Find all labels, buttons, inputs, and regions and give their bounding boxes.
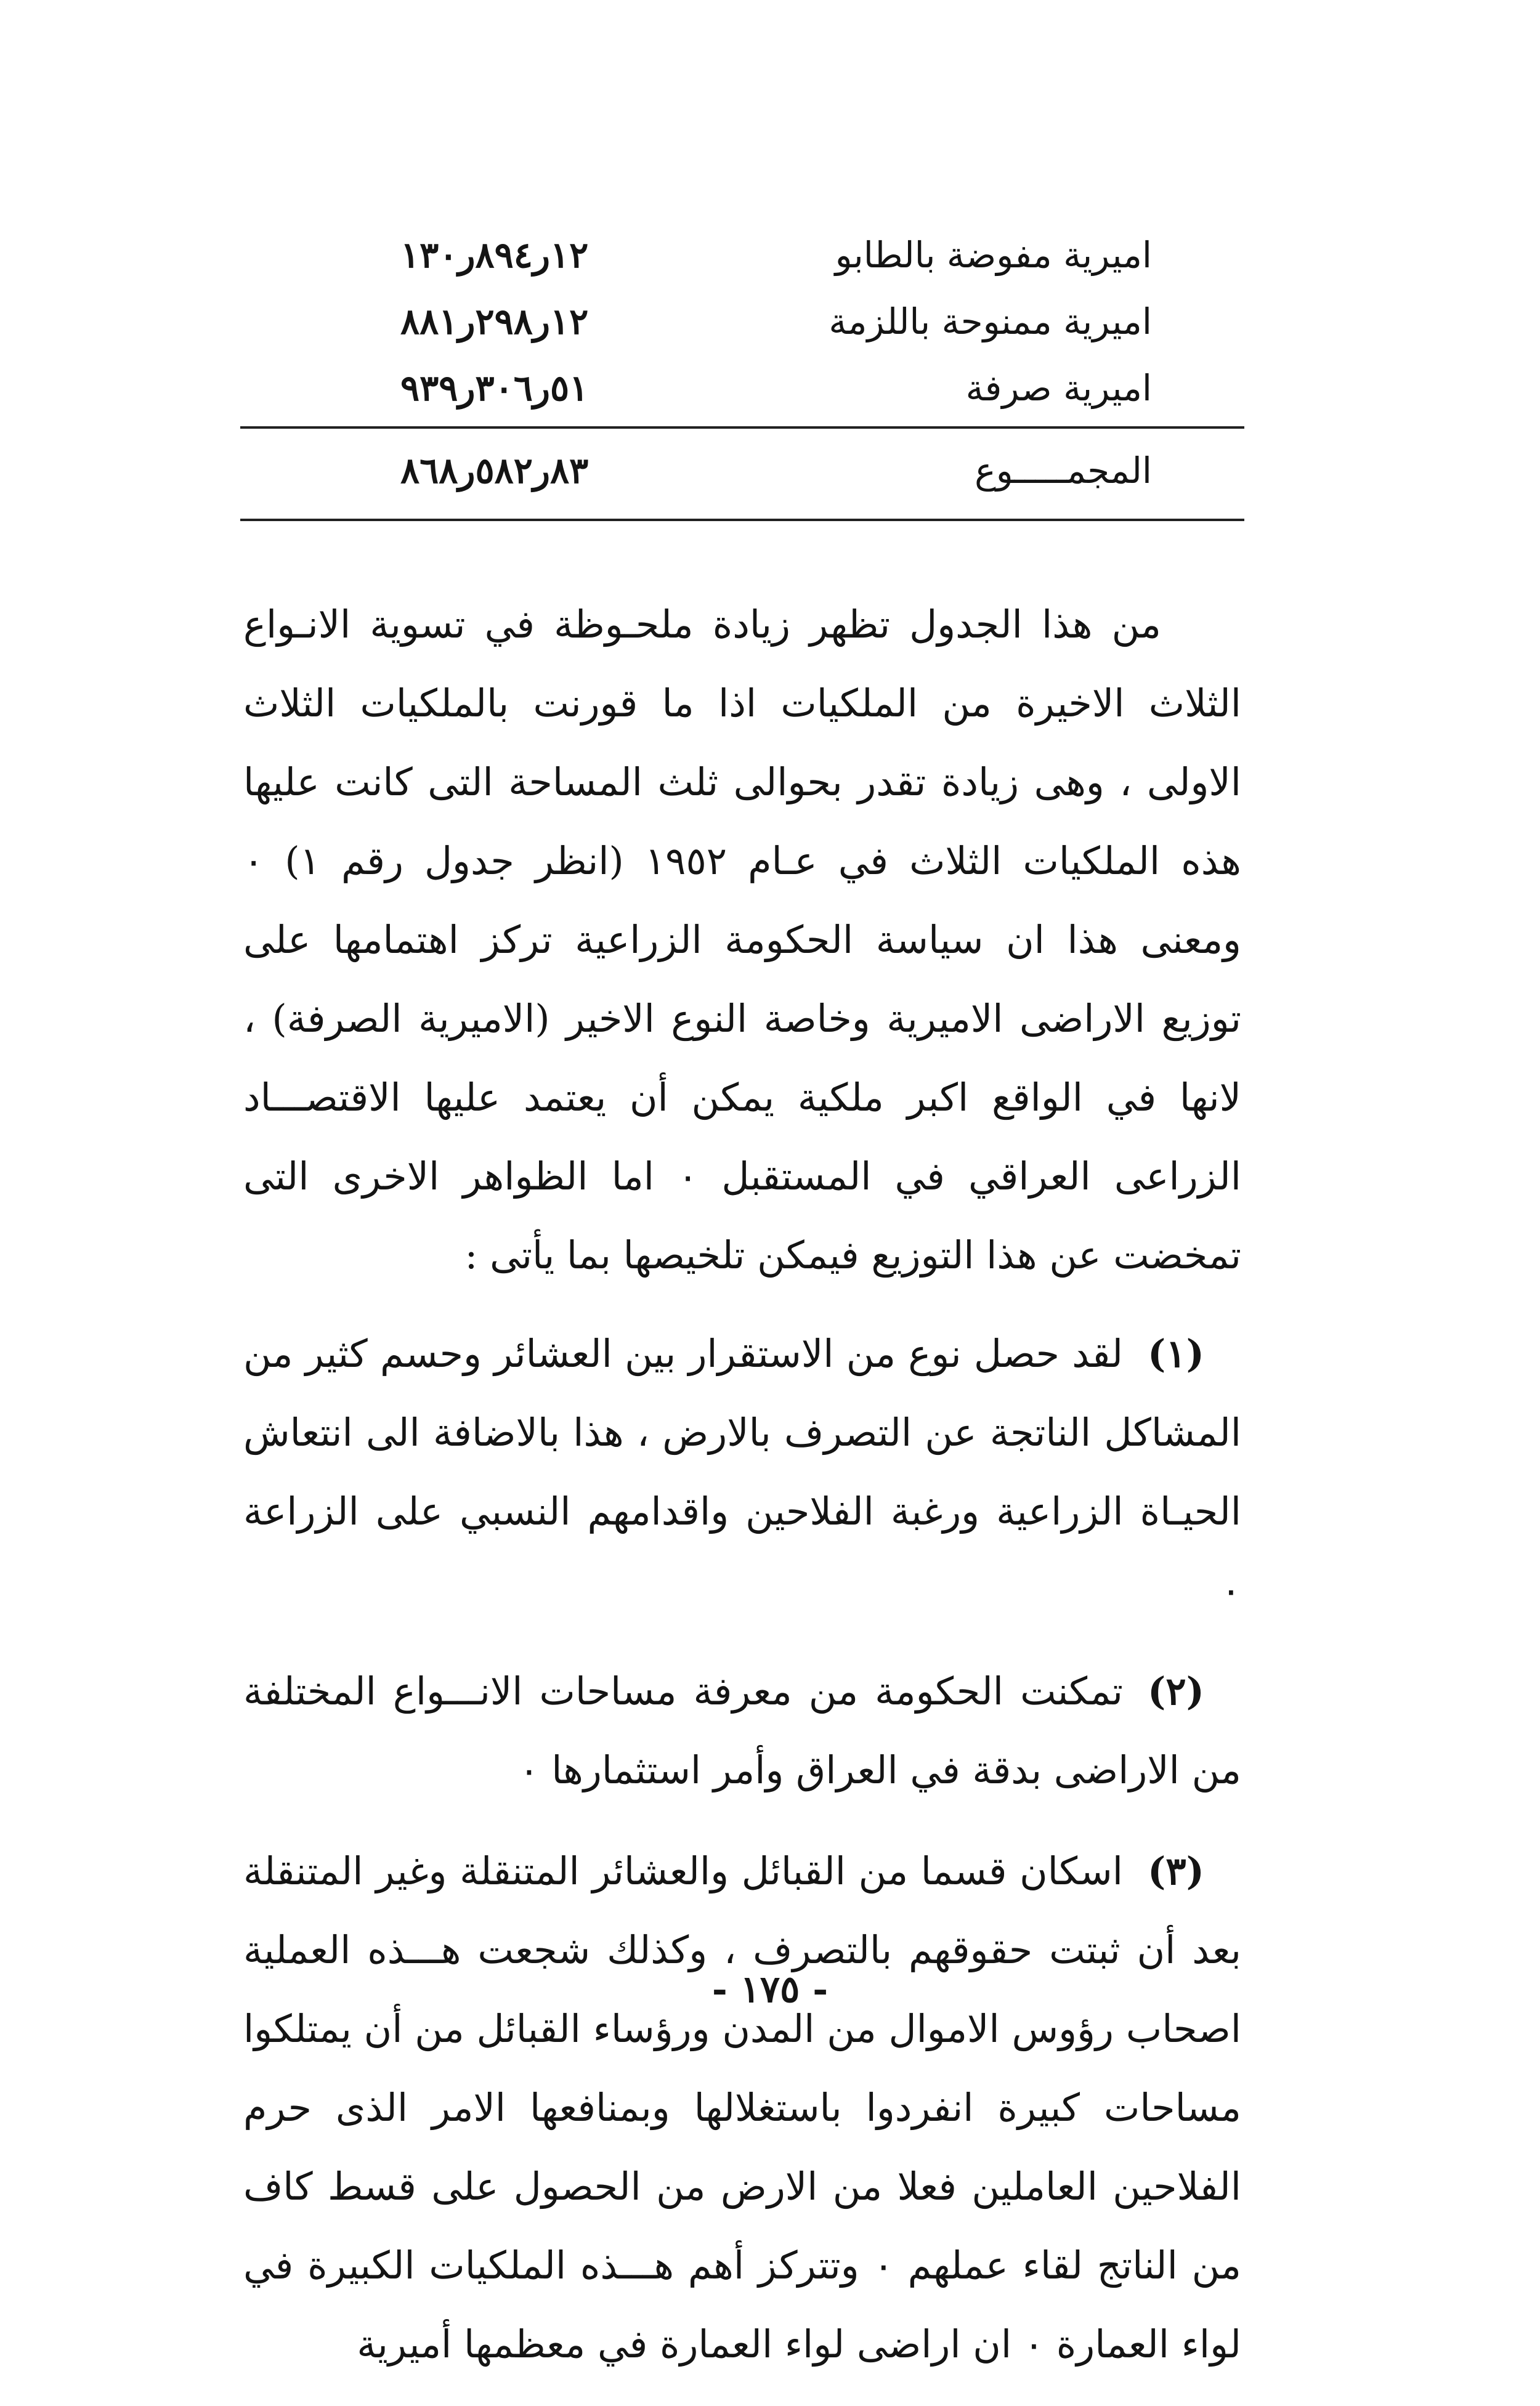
item-number: (١) xyxy=(1148,1331,1204,1376)
table-divider xyxy=(240,426,1244,429)
body-text xyxy=(243,585,1241,2406)
list-item xyxy=(243,1652,1241,1810)
row-value: ١٢ر٨٩٤ر١٣٠ xyxy=(400,234,589,276)
total-value: ٨٣ر٥٨٢ر٨٦٨ xyxy=(400,450,589,492)
row-label: اميرية مفوضة بالطابو xyxy=(835,234,1152,276)
row-value: ١٢ر٢٩٨ر٨٨١ xyxy=(400,301,589,342)
table-total-row xyxy=(240,437,1244,504)
table-row xyxy=(240,355,1244,421)
land-ownership-table xyxy=(240,222,1244,492)
item-number: (٣) xyxy=(1148,1849,1204,1894)
list-item xyxy=(243,1832,1241,2384)
item-text: اسكان قسما من القبائل والعشائر المتنقلة وغير المتنقلة بعد أن ثبتت حقوقهم بالتصرف ، وكذلك شجعت هـــذه العملية اصحاب رؤوس الاموال من المدن ورؤساء القبائل من أن يمتلكوا مساحات كبيرة انفردوا باستغلالها وبمنافعها الامر الذى حرم الفلاحين العاملين فعلا من الارض من الحصول على قسط كاف من الناتج لقاء عملهم ٠ وتتركز أهم هـــذه الملكيات الكبيرة في لواء العمارة ٠ ان اراضى لواء العمارة في معظمها أميرية xyxy=(243,1849,1242,2367)
row-label: اميرية صرفة xyxy=(965,367,1152,409)
row-label: اميرية ممنوحة باللزمة xyxy=(829,301,1152,342)
intro-paragraph: من هذا الجدول تظهر زيادة ملحـوظة في تسوية الانـواع الثلاث الاخيرة من الملكيات اذا ما قورنت بالملكيات الثلاث الاولى ، وهى زيادة تقدر بحوالى ثلث المساحة التى كانت عليها هذه الملكيات الثلاث في عـام ١٩٥٢ (انظر جدول رقم ١) ٠ ومعنى هذا ان سياسة الحكومة الزراعية تركز اهتمامها على توزيع الاراضى الاميرية وخاصة النوع الاخير (الاميرية الصرفة) ، لانها في الواقع اكبر ملكية يمكن أن يعتمد عليها الاقتصـــاد الزراعى العراقي في المستقبل ٠ اما الظواهر الاخرى التى تمخضت عن هذا التوزيع فيمكن تلخيصها بما يأتى : xyxy=(243,602,1241,1278)
row-value: ٥١ر٣٠٦ر٩٣٩ xyxy=(400,367,589,409)
item-text: تمكنت الحكومة من معرفة مساحات الانـــواع المختلفة من الاراضى بدقة في العراق وأمر استثمارها ٠ xyxy=(243,1669,1241,1792)
item-text: لقد حصل نوع من الاستقرار بين العشائر وحسم كثير من المشاكل الناتجة عن التصرف بالارض ، هذا بالاضافة الى انتعاش الحيـاة الزراعية ورغبة الفلاحين واقدامهم النسبي على الزراعة ٠ xyxy=(243,1331,1241,1613)
table-row xyxy=(240,288,1244,355)
page-number: - ١٧٥ - xyxy=(711,1968,829,2011)
table-row xyxy=(240,222,1244,288)
total-label: المجمـــــوع xyxy=(975,450,1152,492)
table-bottom-rule xyxy=(240,519,1244,521)
list-item xyxy=(243,1314,1241,1630)
item-number: (٢) xyxy=(1148,1669,1204,1714)
